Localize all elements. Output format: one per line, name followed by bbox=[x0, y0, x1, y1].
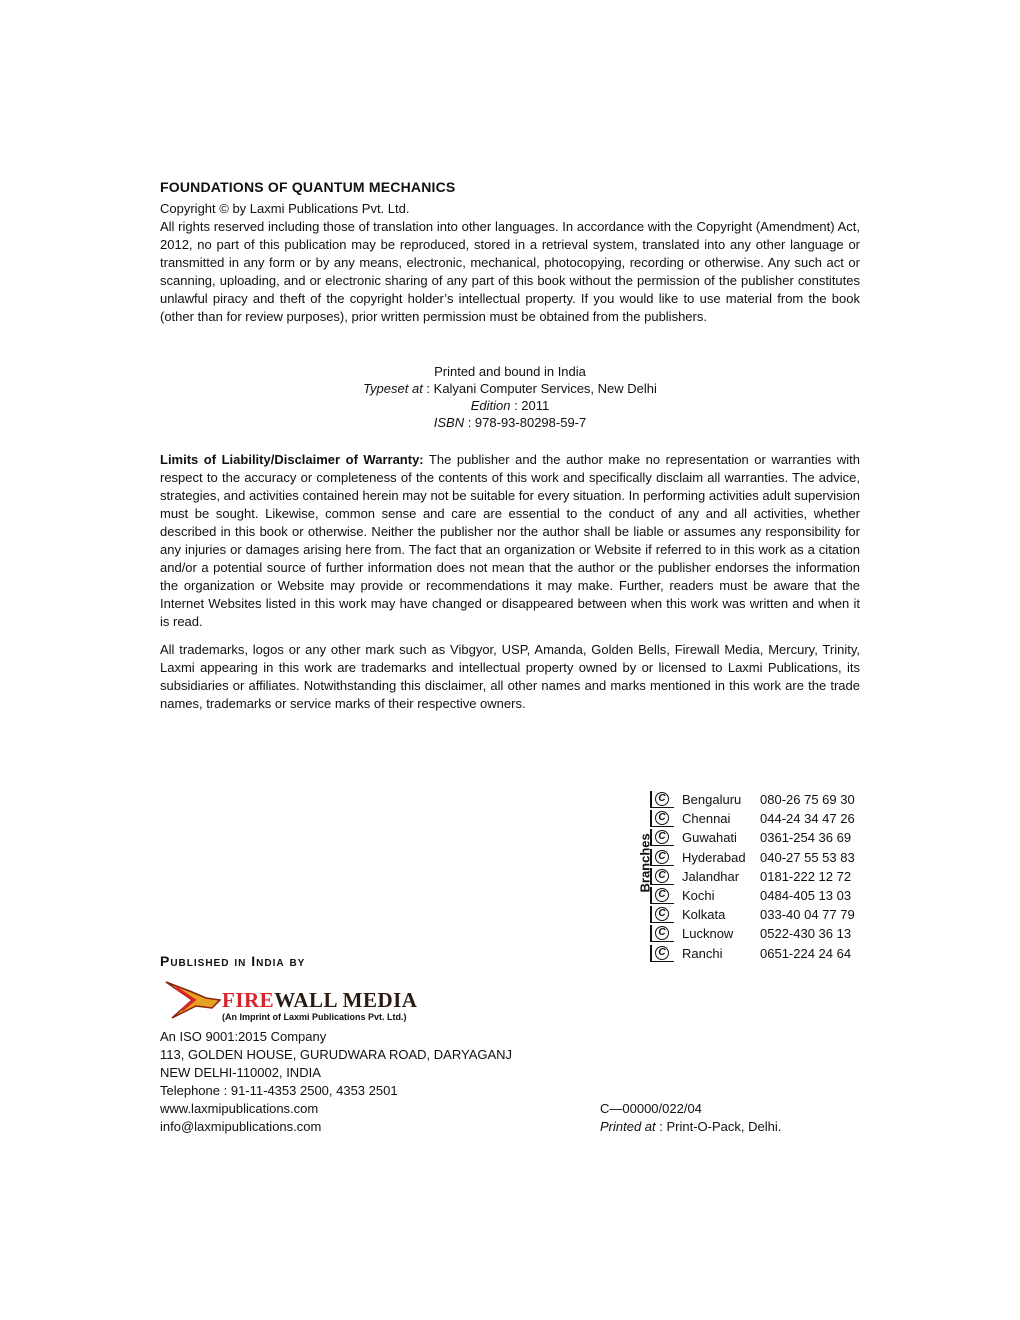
branch-row bbox=[650, 905, 870, 924]
branches-list bbox=[650, 790, 870, 963]
phone-icon: C bbox=[650, 829, 674, 846]
branch-phone: 0361-254 36 69 bbox=[760, 830, 852, 846]
phone-icon: C bbox=[650, 810, 674, 827]
logo-subtitle: (An Imprint of Laxmi Publications Pvt. Ltd.) bbox=[222, 1012, 407, 1022]
branch-city: Ranchi bbox=[682, 945, 723, 961]
branch-city: Chennai bbox=[682, 811, 731, 827]
isbn-label: ISBN bbox=[433, 415, 465, 430]
branch-phone: 0651-224 24 64 bbox=[760, 945, 852, 961]
rights-paragraph: All rights reserved including those of translation into other languages. In accordance with the Copyright (Amendment) Act, 2012, no part of this publication may be reproduced, stored in a retrieval system, translated into any other language or transmitted in any form or by any means, electronic, mechanical, photocopying, recording or otherwise. Any such act or scanning, uploading, and or electronic sharing of any part of this book without the permission of the publisher constitutes unlawful piracy and theft of the copyright holder’s intellectual property. If you would like to use material from the book (other than for review purposes), prior written permission must be obtained from the publishers. bbox=[160, 219, 860, 324]
edition-label: Edition bbox=[470, 398, 511, 413]
logo-wall-media: WALL MEDIA bbox=[274, 988, 418, 1012]
print-code-block bbox=[600, 1100, 781, 1136]
phone-icon: C bbox=[650, 945, 674, 962]
phone-icon: C bbox=[650, 849, 674, 866]
phone-icon: C bbox=[650, 791, 674, 808]
phone-icon: C bbox=[650, 925, 674, 942]
book-title: FOUNDATIONS OF QUANTUM MECHANICS bbox=[160, 179, 456, 195]
logo-fire: FIRE bbox=[222, 988, 275, 1012]
telephone-line: Telephone : 91-11-4353 2500, 4353 2501 bbox=[160, 1083, 398, 1098]
branch-row bbox=[650, 944, 870, 963]
typeset-label: Typeset at bbox=[363, 381, 423, 396]
branch-row bbox=[650, 886, 870, 905]
typeset-value: : Kalyani Computer Services, New Delhi bbox=[422, 381, 657, 396]
trademarks-paragraph: All trademarks, logos or any other mark such as Vibgyor, USP, Amanda, Golden Bells, Firewall Media, Mercury, Trinity, Laxmi appearing in this work are trademarks and intellectual property owned by or licensed to Laxmi Publications, its subsidiaries or affiliates. Notwithstanding this disclaimer, all other names and marks mentioned in this work are the trade names, trademarks or service marks of their respective owners. bbox=[160, 642, 860, 711]
print-code: C—00000/022/04 bbox=[600, 1101, 702, 1116]
phone-icon: C bbox=[650, 887, 674, 904]
published-heading: Published in India by bbox=[160, 953, 306, 969]
branch-phone: 0522-430 36 13 bbox=[760, 926, 852, 942]
phone-icon: C bbox=[650, 868, 674, 885]
branch-phone: 040-27 55 53 83 bbox=[760, 849, 855, 865]
phoenix-logo-icon bbox=[162, 978, 222, 1026]
branch-phone: 0484-405 13 03 bbox=[760, 888, 852, 904]
branch-city: Guwahati bbox=[682, 830, 737, 846]
disclaimer-text: The publisher and the author make no representation or warranties with respect to the accuracy or completeness of the contents of this work and specifically disclaim all warranties. The advice, strategies, and activities contained herein may not be suitable for every situation. In performing activities adult supervision must be sought. Likewise, common sense and care are essential to the conduct of any and all activities, whether described in this book or otherwise. Neither the publisher nor the author shall be liable or assumes any responsibility for any injuries or damages arising here from. The fact that an organization or Website if referred to in this work as a citation and/or a potential source of further information does not mean that the author or the publisher endorses the information the organization or Website may provide or recommendations it may make. Further, readers must be aware that the Internet Websites listed in this work may have changed or disappeared between when this work was written and when it is read. bbox=[160, 452, 860, 629]
branch-city: Kolkata bbox=[682, 907, 726, 923]
printed-at-label: Printed at bbox=[600, 1119, 656, 1134]
branches-label: Branches bbox=[637, 833, 653, 893]
branch-city: Kochi bbox=[682, 888, 715, 904]
firewall-media-logo bbox=[162, 978, 418, 1026]
edition-value: : 2011 bbox=[510, 398, 550, 413]
isbn-value: : 978-93-80298-59-7 bbox=[464, 415, 587, 430]
publisher-address bbox=[160, 1028, 512, 1136]
branch-city: Jalandhar bbox=[682, 868, 740, 884]
disclaimer-heading: Limits of Liability/Disclaimer of Warranty: bbox=[160, 452, 424, 467]
branch-row bbox=[650, 848, 870, 867]
branch-row bbox=[650, 867, 870, 886]
branch-city: Bengaluru bbox=[682, 792, 742, 808]
iso-line: An ISO 9001:2015 Company bbox=[160, 1029, 327, 1044]
print-info bbox=[160, 363, 860, 431]
phone-icon: C bbox=[650, 906, 674, 923]
disclaimer bbox=[160, 451, 860, 631]
branch-row bbox=[650, 790, 870, 809]
address-line-2: NEW DELHI-110002, INDIA bbox=[160, 1065, 321, 1080]
printed-at-value: : Print-O-Pack, Delhi. bbox=[655, 1119, 782, 1134]
branch-row bbox=[650, 828, 870, 847]
website-link[interactable]: www.laxmipublications.com bbox=[160, 1101, 319, 1116]
branch-phone: 033-40 04 77 79 bbox=[760, 907, 855, 923]
branch-city: Hyderabad bbox=[682, 849, 746, 865]
branch-row bbox=[650, 809, 870, 828]
email-link[interactable]: info@laxmipublications.com bbox=[160, 1119, 322, 1134]
printed-bound: Printed and bound in India bbox=[434, 364, 586, 379]
branch-city: Lucknow bbox=[682, 926, 734, 942]
copyright-line: Copyright © by Laxmi Publications Pvt. Ltd. bbox=[160, 201, 410, 216]
branch-phone: 0181-222 12 72 bbox=[760, 868, 852, 884]
address-line-1: 113, GOLDEN HOUSE, GURUDWARA ROAD, DARYAGANJ bbox=[160, 1047, 513, 1062]
branch-phone: 044-24 34 47 26 bbox=[760, 811, 855, 827]
branch-row bbox=[650, 924, 870, 943]
branch-phone: 080-26 75 69 30 bbox=[760, 792, 855, 808]
